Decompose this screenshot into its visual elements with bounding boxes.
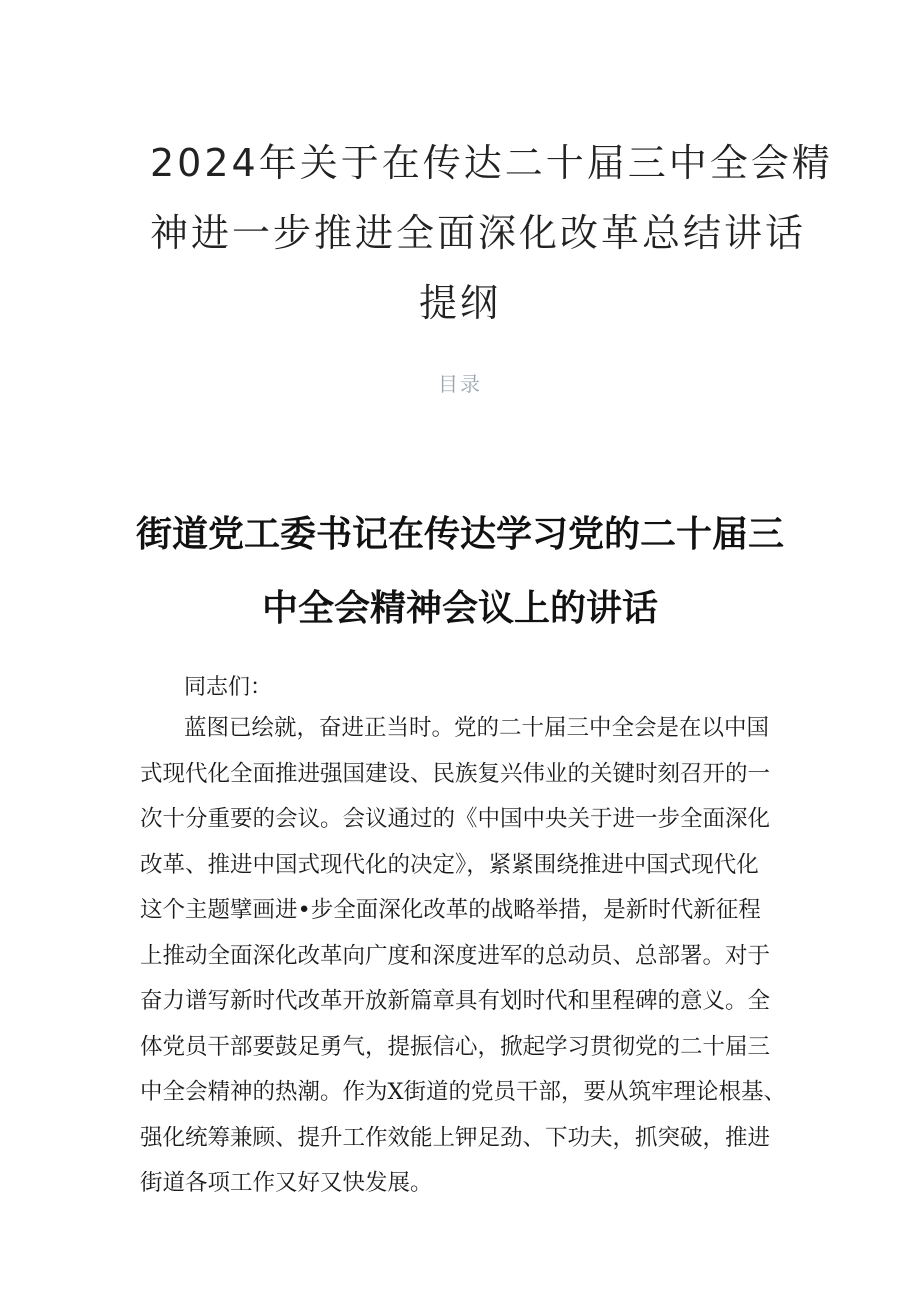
document-title-line: 2024年关于在传达二十届三中全会精 bbox=[150, 141, 833, 185]
paragraph-line: 次十分重要的会议。会议通过的《中国中央关于进一步全面深化 bbox=[140, 806, 771, 832]
document-title-line: 提纲 bbox=[418, 281, 501, 325]
document-title-line: 神进一步推进全面深化改革总结讲话 bbox=[150, 211, 807, 255]
paragraph-line: 这个主题擘画进•步全面深化改革的战略举措，是新时代新征程 bbox=[140, 897, 761, 923]
section-title-line: 中全会精神会议上的讲话 bbox=[261, 588, 658, 629]
section-title bbox=[130, 498, 790, 646]
paragraph-line: 中全会精神的热潮。作为X街道的党员干部，要从筑牢理论根基、 bbox=[140, 1079, 787, 1105]
paragraph-line: 式现代化全面推进强国建设、民族复兴伟业的关键时刻召开的一 bbox=[140, 760, 771, 787]
paragraph-line: 奋力谱写新时代改革开放新篇章具有划时代和里程碑的意义。全 bbox=[140, 988, 771, 1014]
paragraph-line: 蓝图已绘就，奋进正当时。党的二十届三中全会是在以中国 bbox=[184, 715, 770, 741]
body-paragraph bbox=[140, 706, 800, 1207]
table-of-contents-label: 目录 bbox=[438, 372, 482, 396]
paragraph-line: 改革、推进中国式现代化的决定》，紧紧围绕推进中国式现代化 bbox=[140, 851, 759, 878]
greeting: 同志们： bbox=[184, 675, 273, 700]
paragraph-line: 体党员干部要鼓足勇气，提振信心，掀起学习贯彻党的二十届三 bbox=[140, 1033, 771, 1060]
paragraph-line: 上推动全面深化改革向广度和深度进军的总动员、总部署。对于 bbox=[140, 942, 771, 969]
document-title bbox=[150, 128, 833, 338]
paragraph-line: 强化统筹兼顾、提升工作效能上钾足劲、下功夫，抓突破，推进 bbox=[140, 1124, 771, 1151]
paragraph-line: 街道各项工作又好又快发展。 bbox=[140, 1170, 433, 1196]
section-title-line: 街道党工委书记在传达学习党的二十届三 bbox=[135, 514, 784, 555]
